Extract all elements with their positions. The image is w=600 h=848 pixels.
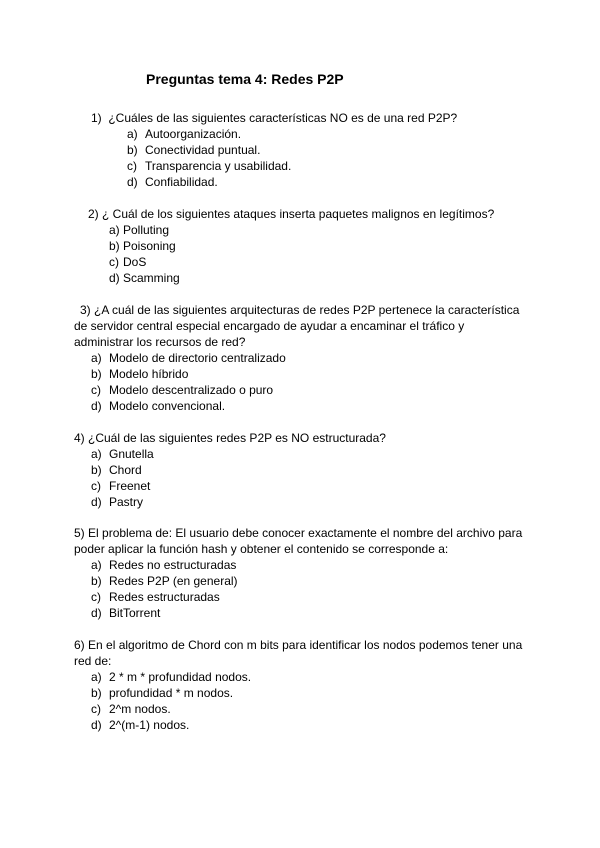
option-1c: c) Transparencia y usabilidad. <box>127 159 292 173</box>
option-4a: a) Gnutella <box>91 447 154 461</box>
option-1b: b) Conectividad puntual. <box>127 143 261 157</box>
option-6d: d) 2^(m-1) nodos. <box>91 718 190 732</box>
question-2-text <box>88 206 494 222</box>
question-6-line-2: red de: <box>74 654 112 668</box>
option-3d: d) Modelo convencional. <box>91 399 226 413</box>
option-5c: c) Redes estructuradas <box>91 590 220 604</box>
option-3c: c) Modelo descentralizado o puro <box>91 383 274 397</box>
question-3-line-1: 3) ¿A cuál de las siguientes arquitecturas de redes P2P pertenece la característica <box>80 303 520 317</box>
option-4d: d) Pastry <box>91 495 144 509</box>
option-2c: c) DoS <box>109 255 147 269</box>
page-title: Preguntas tema 4: Redes P2P <box>146 71 344 87</box>
option-1a: a) Autoorganización. <box>127 127 242 141</box>
question-text: ¿Cuáles de las siguientes características NO es de una red P2P? <box>108 111 458 125</box>
question-number: 3) <box>80 303 91 317</box>
option-2d: d) Scamming <box>109 271 180 285</box>
question-number: 1) <box>91 111 102 125</box>
option-6c: c) 2^m nodos. <box>91 702 171 716</box>
question-1-text <box>91 110 457 126</box>
question-3-line-2: de servidor central especial encargado de ayudar a encaminar el tráfico y <box>74 319 465 333</box>
question-number: 4) <box>74 431 85 445</box>
option-4b: b) Chord <box>91 463 142 477</box>
question-3-line-3: administrar los recursos de red? <box>74 335 246 349</box>
question-5-line-1: 5) El problema de: El usuario debe conocer exactamente el nombre del archivo para <box>74 526 523 540</box>
option-4c: c) Freenet <box>91 479 151 493</box>
option-2b: b) Poisoning <box>109 239 176 253</box>
question-6-line-1: 6) En el algoritmo de Chord con m bits para identificar los nodos podemos tener una <box>74 638 523 652</box>
question-text: ¿ Cuál de los siguientes ataques inserta paquetes malignos en legítimos? <box>102 207 495 221</box>
option-3b: b) Modelo híbrido <box>91 367 189 381</box>
question-number: 6) <box>74 638 85 652</box>
option-6b: b) profundidad * m nodos. <box>91 686 234 700</box>
option-5d: d) BitTorrent <box>91 606 161 620</box>
option-2a: a) Polluting <box>109 223 170 237</box>
question-text: ¿Cuál de las siguientes redes P2P es NO estructurada? <box>88 431 386 445</box>
option-3a: a) Modelo de directorio centralizado <box>91 351 286 365</box>
option-5b: b) Redes P2P (en general) <box>91 574 238 588</box>
option-6a: a) 2 * m * profundidad nodos. <box>91 670 252 684</box>
question-4-text <box>74 430 386 446</box>
question-5-line-2: poder aplicar la función hash y obtener el contenido se corresponde a: <box>74 542 449 556</box>
option-1d: d) Confiabilidad. <box>127 175 218 189</box>
question-number: 2) <box>88 207 99 221</box>
option-5a: a) Redes no estructuradas <box>91 558 237 572</box>
question-number: 5) <box>74 526 85 540</box>
